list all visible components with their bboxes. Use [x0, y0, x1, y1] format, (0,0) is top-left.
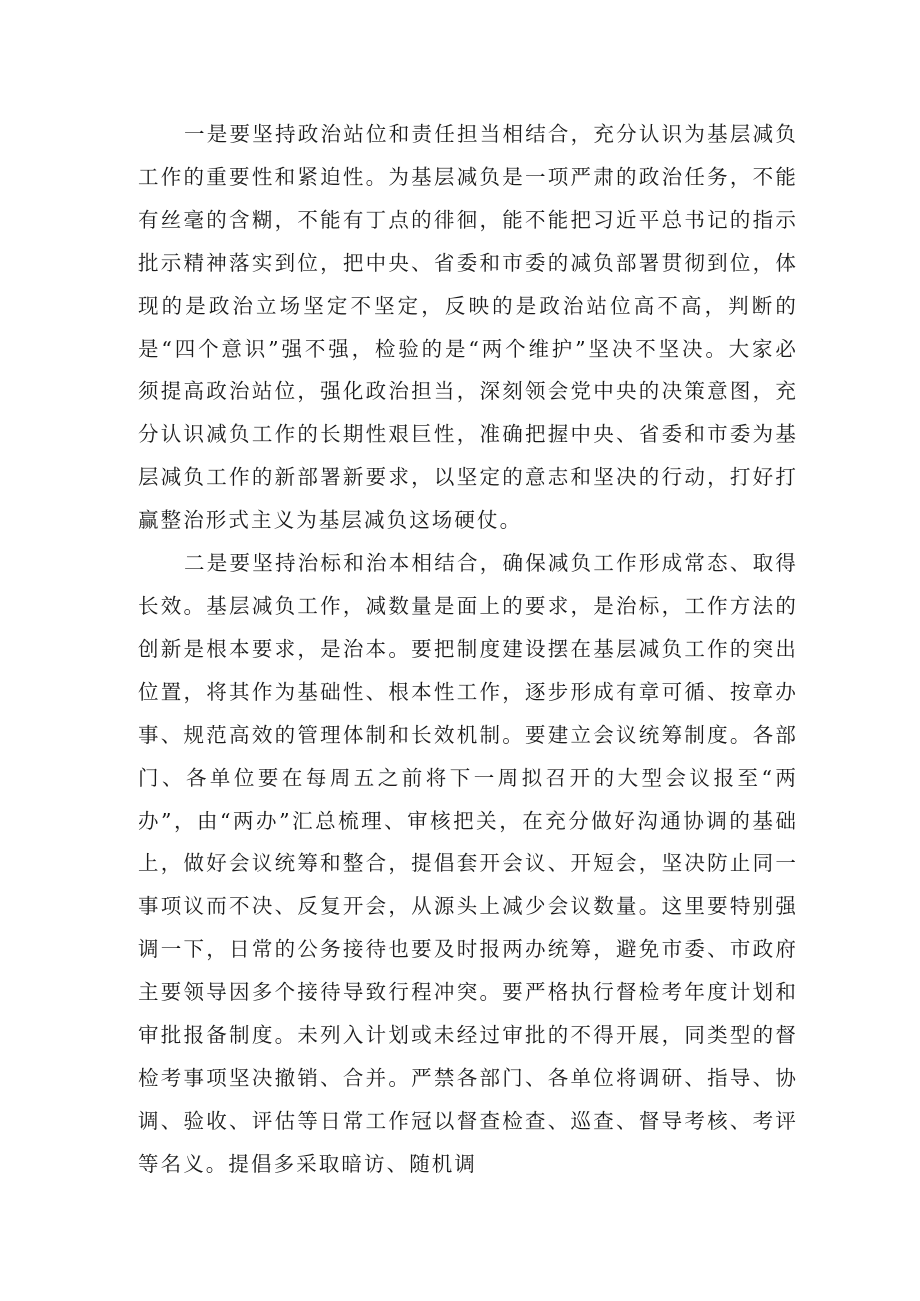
paragraph-2: 二是要坚持治标和治本相结合，确保减负工作形成常态、取得长效。基层减负工作，减数量是面上的要求，是治标，工作方法的创新是根本要求，是治本。要把制度建设摆在基层减负工作的突出位置，将其作为基础性、根本性工作，逐步形成有章可循、按章办事、规范高效的管理体制和长效机制。要建立会议统筹制度。各部门、各单位要在每周五之前将下一周拟召开的大型会议报至“两办”，由“两办”汇总梳理、审核把关，在充分做好沟通协调的基础上，做好会议统筹和整合，提倡套开会议、开短会，坚决防止同一事项议而不决、反复开会，从源头上减少会议数量。这里要特别强调一下，日常的公务接待也要及时报两办统筹，避免市委、市政府主要领导因多个接待导致行程冲突。要严格执行督检考年度计划和审批报备制度。未列入计划或未经过审批的不得开展，同类型的督检考事项坚决撤销、合并。严禁各部门、各单位将调研、指导、协调、验收、评估等日常工作冠以督查检查、巡查、督导考核、考评等名义。提倡多采取暗访、随机调 — [138, 551, 798, 1176]
document-body — [138, 113, 798, 1186]
paragraph-1: 一是要坚持政治站位和责任担当相结合，充分认识为基层减负工作的重要性和紧迫性。为基层减负是一项严肃的政治任务，不能有丝毫的含糊，不能有丁点的徘徊，能不能把习近平总书记的指示批示精神落实到位，把中央、省委和市委的减负部署贯彻到位，体现的是政治立场坚定不坚定，反映的是政治站位高不高，判断的是“四个意识”强不强，检验的是“两个维护”坚决不坚决。大家必须提高政治站位，强化政治担当，深刻领会党中央的决策意图，充分认识减负工作的长期性艰巨性，准确把握中央、省委和市委为基层减负工作的新部署新要求，以坚定的意志和坚决的行动，打好打赢整治形式主义为基层减负这场硬仗。 — [138, 122, 798, 533]
